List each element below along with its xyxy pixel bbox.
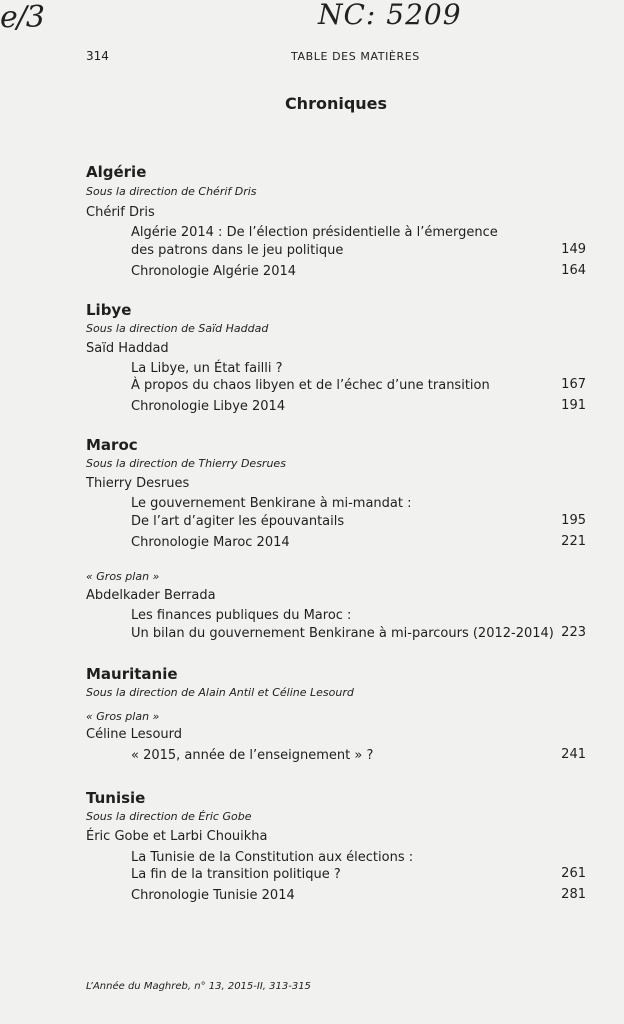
author-name: Abdelkader Berrada [86, 588, 216, 603]
entry-title-line1: Algérie 2014 : De l’élection présidentielle à l’émergence [131, 225, 498, 240]
entry-page: 191 [561, 398, 586, 413]
entry-title-line2: La fin de la transition politique ? [131, 867, 341, 882]
entry-page: 241 [561, 747, 586, 762]
handwritten-annotation-left: e/3 [0, 0, 44, 35]
section-direction: Sous la direction de Chérif Dris [86, 185, 257, 198]
handwritten-annotation-top: NC: 5209 [318, 0, 462, 31]
entry-title-line1: Chronologie Algérie 2014 [131, 264, 297, 279]
running-title: TABLE DES MATIÈRES [291, 50, 420, 63]
entry-page: 223 [561, 625, 586, 640]
page-title: Chroniques [284, 94, 388, 113]
entry-title-line1: La Tunisie de la Constitution aux élections : [131, 850, 414, 865]
gros-plan-label: « Gros plan » [86, 570, 160, 583]
entry-title-line1: La Libye, un État failli ? [131, 361, 283, 376]
entry-page: 167 [561, 377, 586, 392]
section-heading-libye: Libye [86, 301, 132, 319]
entry-page: 195 [561, 513, 586, 528]
entry-title-line1: Les finances publiques du Maroc : [131, 608, 352, 623]
gros-plan-label: « Gros plan » [86, 710, 160, 723]
section-heading-algerie: Algérie [86, 163, 147, 181]
entry-page: 221 [561, 534, 586, 549]
entry-title-line2: De l’art d’agiter les épouvantails [131, 514, 345, 529]
author-name: Céline Lesourd [86, 727, 183, 742]
section-direction: Sous la direction de Alain Antil et Céline Lesourd [86, 686, 354, 699]
section-heading-mauritanie: Mauritanie [86, 665, 178, 683]
entry-page: 281 [561, 887, 586, 902]
author-name: Chérif Dris [86, 205, 155, 220]
entry-title-line1: Chronologie Libye 2014 [131, 399, 286, 414]
section-heading-tunisie: Tunisie [86, 789, 146, 807]
author-name: Éric Gobe et Larbi Chouikha [86, 829, 268, 844]
entry-page: 149 [561, 242, 586, 257]
entry-title-line1: Chronologie Maroc 2014 [131, 535, 290, 550]
page-number: 314 [86, 49, 109, 63]
author-name: Saïd Haddad [86, 341, 169, 356]
entry-title-line2: À propos du chaos libyen et de l’échec d’une transition [131, 378, 490, 393]
footer-citation: L’Année du Maghreb, n° 13, 2015-II, 313-315 [86, 981, 311, 992]
section-direction: Sous la direction de Thierry Desrues [86, 457, 286, 470]
entry-title-line1: Le gouvernement Benkirane à mi-mandat : [131, 496, 412, 511]
entry-title-line1: « 2015, année de l’enseignement » ? [131, 748, 374, 763]
section-direction: Sous la direction de Éric Gobe [86, 810, 252, 823]
entry-page: 164 [561, 263, 586, 278]
entry-title-line2: des patrons dans le jeu politique [131, 243, 344, 258]
section-direction: Sous la direction de Saïd Haddad [86, 322, 269, 335]
entry-page: 261 [561, 866, 586, 881]
entry-title-line2: Un bilan du gouvernement Benkirane à mi-parcours (2012-2014) [131, 626, 554, 641]
entry-title-line1: Chronologie Tunisie 2014 [131, 888, 295, 903]
section-heading-maroc: Maroc [86, 436, 138, 454]
author-name: Thierry Desrues [86, 476, 190, 491]
